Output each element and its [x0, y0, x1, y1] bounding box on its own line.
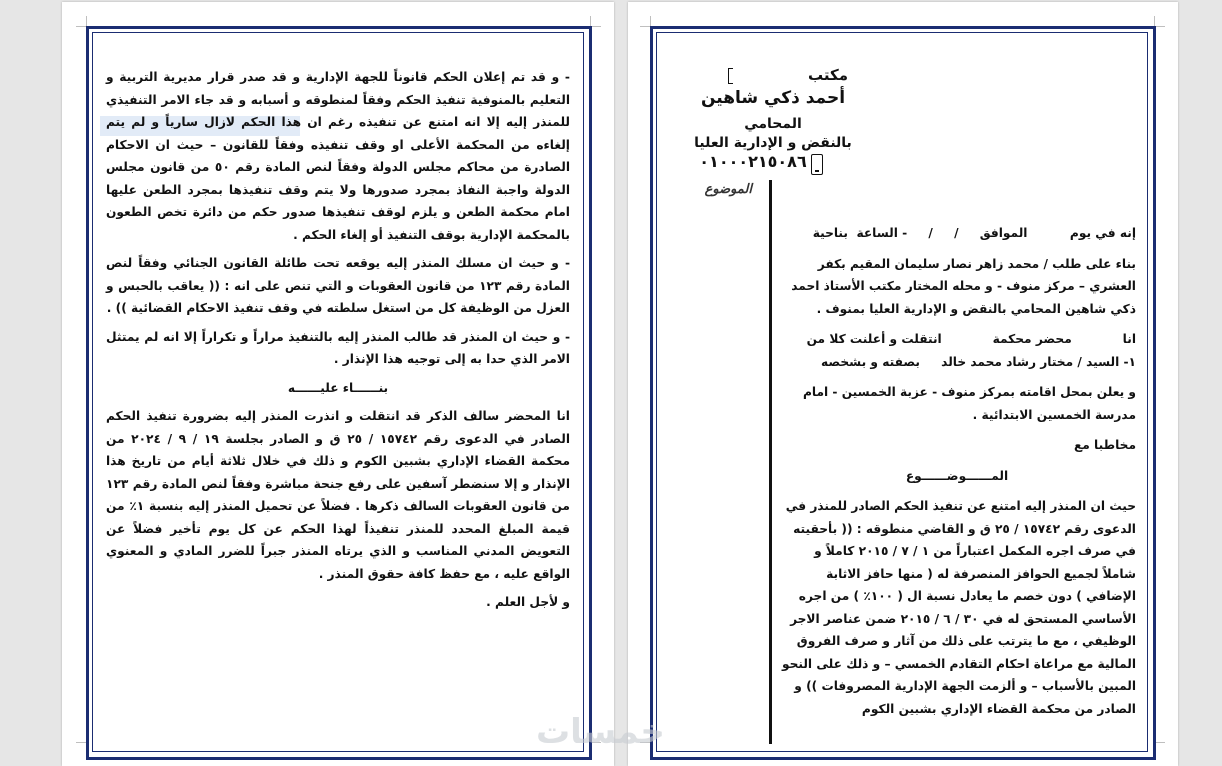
subject-heading: المــــــوضــــــوع — [905, 468, 1009, 483]
bracket-mark — [728, 68, 733, 84]
left-page-body[interactable] — [106, 66, 570, 614]
mobile-phone-icon — [811, 154, 823, 175]
address-paragraph: و يعلن بمحل اقامته بمركز منوف - عزبة الخمسين - امام مدرسة الخمسين الابتدائية . — [802, 385, 1136, 422]
addressed-with: مخاطبا مع — [1073, 438, 1136, 452]
vertical-rule — [769, 180, 772, 744]
paragraph: - و قد تم إعلان الحكم قانوناً للجهة الإدارية و قد صدر قرار مديرية التربية و التعليم بالمنوفية تنفيذ الحكم وفقاً لمنطوقه و أسبابه و قد جاء الامر التنفيذي للمنذر إليه إلا انه امتنع عن تنفيذه رغم ان هذا الحكم لازال سارياً و لم يتم إلغاءه من المحكمة الأعلى او وقف تنفيذه وفقاً للقانون – حيث ان الاحكام الصادرة من محاكم مجلس الدولة وفقاً لنص المادة رقم ٥٠ من قانون مجلس الدولة واجبة النفاذ بمجرد صدورها ولا يتم وقف تنفيذها بمجرد الطعن عليها امام محكمة الطعن و يلزم لوقف تنفيذها صدور حكم من دائرة تخص الطعون بالمحكمة الإدارية بوقف التنفيذ أو إلغاء الحكم . — [106, 70, 571, 242]
paragraph: انا المحضر سالف الذكر قد انتقلت و انذرت المنذر إليه بضرورة تنفيذ الحكم الصادر في الدعوى رقم ١٥٧٤٢ / ٢٥ ق و الصادر بجلسة ١٩ / ٩ / ٢٠٢٤ من محكمة القضاء الإداري بشبين الكوم و ذلك في خلال ثلاثة أيام من تاريخ هذا الإنذار و إلا سنضطر آسفين على رفع جنحة مباشرة وفقاً لنص المادة رقم ١٢٣ من قانون العقوبات السالف ذكرها . فضلاً عن تحميل المنذر إليه بنسبة ١٪ من قيمة المبلغ المحدد للمنذر تنفيذاً لهذا الحكم عن كل يوم تأخير فضلاً عن التعويض المدني المناسب و الذي يرتاه المنذر جبراً للضرر المادي و المعنوي الواقع عليه ، مع حفظ كافة حقوق المنذر . — [106, 409, 571, 581]
subject-tab-label: الموضوع — [704, 182, 752, 197]
recipient-line: ١- السيد / مختار رشاد محمد خالد بصفته و بشخصه — [821, 354, 1136, 369]
paragraph: - و حيث ان مسلك المنذر إليه يوقعه تحت طائلة القانون الجنائي وفقاً لنص المادة رقم ١٢٣ من قانون العقوبات و التي تنص على انه : (( يعاقب بالحبس و العزل من الوظيفة كل من استغل سلطته في وقف تنفيذ الاحكام القضائية )) . — [106, 256, 570, 315]
date-line: إنه في يوم الموافق / / - الساعة بناحية — [812, 226, 1136, 240]
request-paragraph: بناء على طلب / محمد زاهر نصار سليمان المقيم بكفر العشري – مركز منوف - و محله المختار مكتب الأستاذ احمد ذكي شاهين المحامي بالنقض و الإدارية العليا بمنوف . — [791, 256, 1136, 316]
subject-paragraph: حيث ان المنذر إليه امتنع عن تنفيذ الحكم الصادر للمنذر في الدعوى رقم ١٥٧٤٢ / ٢٥ ق و القاضي منطوقه : (( بأحقيته في صرف اجره المكمل اعتباراً من ١ / ٧ / ٢٠١٥ كاملاً و شاملاً لجميع الحوافز المنصرفة له ( منها حافز الاثابة الإضافي ) دون خصم ما يعادل نسبة ال ( ١٠٠٪ ) من اجره الأساسي المستحق له في ٣٠ / ٦ / ٢٠١٥ ضمن عناصر الاجر الوظيفي ، مع ما يترتب على ذلك من آثار و صرف الفروق المالية مع مراعاة احكام التقادم الخمسي – و ذلك على النحو المبين بالأسباب – و ألزمت الجهة الإدارية المصروفات )) و الصادر من محكمة القضاء الإداري بشبين الكوم — [781, 499, 1136, 716]
document-page-2 — [62, 2, 614, 766]
office-label: مكتب — [807, 66, 848, 84]
lawyer-court: بالنقض و الإدارية العليا — [694, 135, 852, 151]
bailiff-line: انا محضر محكمة انتقلت و أعلنت كلا من — [806, 332, 1136, 346]
section-heading: بنــــــاء عليــــــه — [287, 380, 389, 395]
phone-number: ٠١٠٠٠٢١٥٠٨٦ — [699, 152, 807, 171]
watermark-logo: خمسات — [536, 712, 665, 752]
right-page-body[interactable] — [778, 222, 1136, 720]
paragraph: - و حيث ان المنذر قد طالب المنذر إليه بالتنفيذ مراراً و تكراراً إلا انه لم يمتثل الامر الذي حدا به إلى توجيه هذا الإنذار . — [106, 329, 570, 366]
lawyer-name: أحمد ذكي شاهين — [700, 88, 846, 108]
lawyer-title: المحامي — [744, 116, 802, 132]
closing-line: و لأجل العلم . — [486, 595, 570, 609]
document-page-1 — [628, 2, 1178, 766]
